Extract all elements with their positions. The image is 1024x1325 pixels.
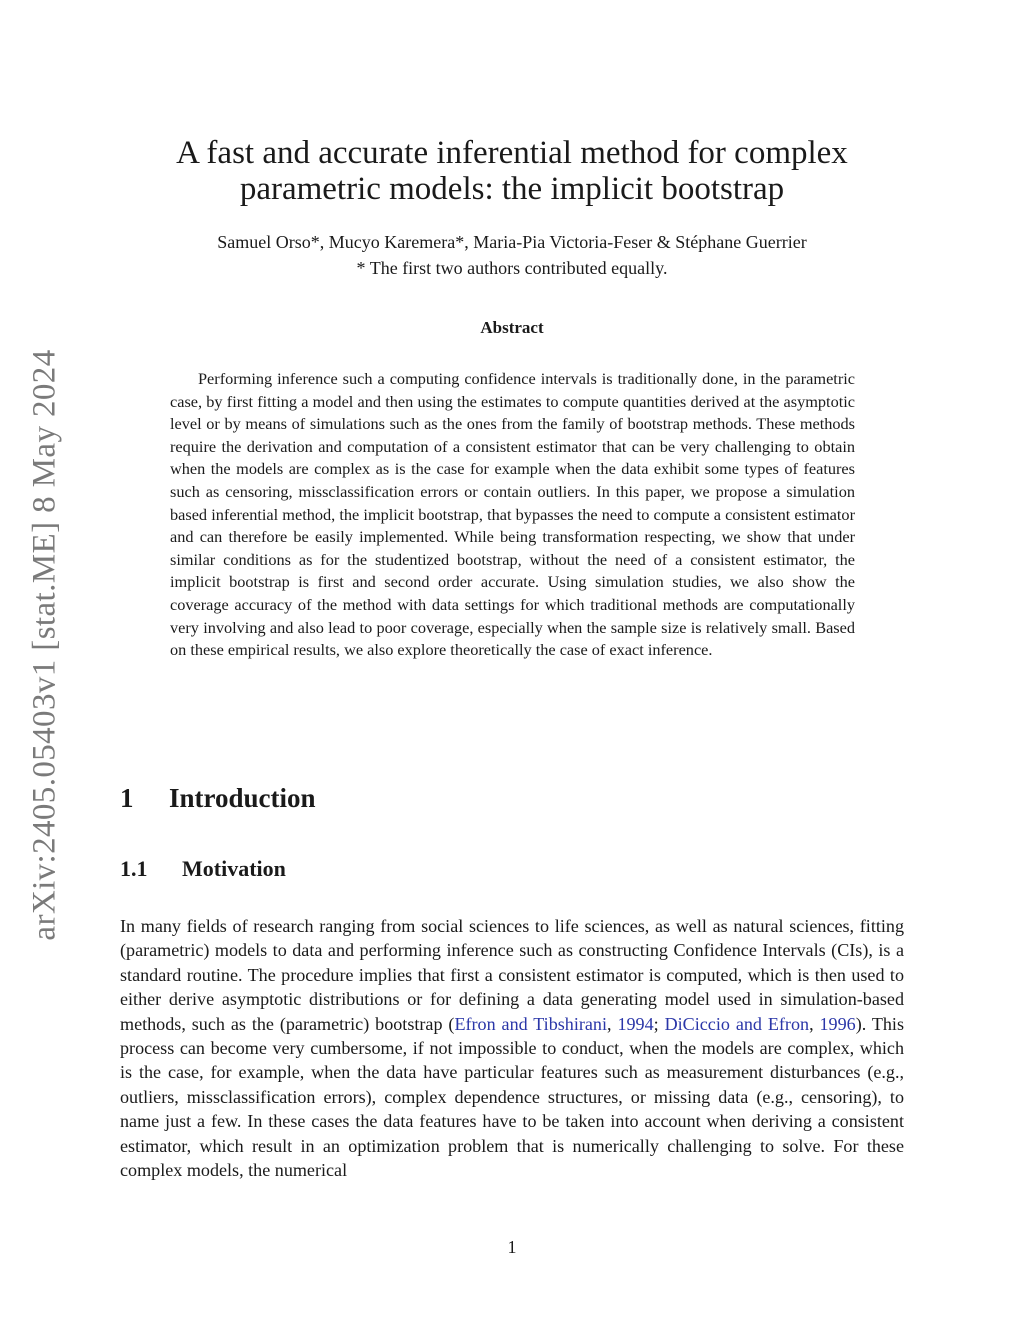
subsection-heading bbox=[120, 856, 286, 882]
arxiv-identifier: arXiv:2405.05403v1 [stat.ME] 8 May 2024 bbox=[26, 349, 63, 941]
citation-separator-2: ; bbox=[653, 1013, 665, 1034]
citation-efron-tibshirani-authors[interactable]: Efron and Tibshirani bbox=[454, 1013, 607, 1034]
section-number: 1 bbox=[120, 783, 134, 813]
citation-separator-1: , bbox=[607, 1013, 618, 1034]
section-heading bbox=[120, 783, 316, 814]
section-title: Introduction bbox=[169, 783, 316, 813]
subsection-title: Motivation bbox=[182, 856, 286, 881]
page-number: 1 bbox=[507, 1237, 517, 1257]
citation-diciccio-efron-year[interactable]: 1996 bbox=[819, 1013, 856, 1034]
citation-efron-tibshirani-year[interactable]: 1994 bbox=[617, 1013, 654, 1034]
author-block bbox=[120, 229, 904, 281]
body-paragraph bbox=[120, 914, 904, 1182]
paper-title bbox=[120, 135, 904, 207]
author-names: Samuel Orso*, Mucyo Karemera*, Maria-Pia Victoria-Feser & Stéphane Guerrier bbox=[217, 232, 807, 252]
body-text-part-2: ). This process can become very cumbersome, if not impossible to conduct, when the models are complex, which is the case, for example, when the data have particular features such as measurement disturbances (e.g., outliers, missclassification errors), complex dependence structures, or missing data (e.g., censoring), to name just a few. In these cases the data features have to be taken into account when deriving a consistent estimator, which result in an optimization problem that is numerically challenging to solve. For these complex models, the numerical bbox=[120, 1013, 904, 1181]
abstract-text: Performing inference such a computing confidence intervals is traditionally done, in the parametric case, by first fitting a model and then using the estimates to compute quantities derived at the asymptotic level or by means of simulations such as the ones from the family of bootstrap methods. These methods require the derivation and computation of a consistent estimator that can be very challenging to obtain when the models are complex as is the case for example when the data exhibit some types of features such as censoring, missclassification errors or contain outliers. In this paper, we propose a simulation based inferential method, the implicit bootstrap, that bypasses the need to compute a consistent estimator and can therefore be easily implemented. While being transformation respecting, we show that under similar conditions as for the studentized bootstrap, without the need of a consistent estimator, the implicit bootstrap is first and second order accurate. Using simulation studies, we also show the coverage accuracy of the method with data settings for which traditional methods are computationally very involving and also lead to poor coverage, especially when the sample size is relatively small. Based on these empirical results, we also explore theoretically the case of exact inference. bbox=[170, 369, 855, 660]
abstract-heading: Abstract bbox=[480, 318, 544, 337]
paper-title-line-1: A fast and accurate inferential method for complex bbox=[176, 135, 848, 172]
subsection-number: 1.1 bbox=[120, 856, 148, 881]
body-text-part-1: In many fields of research ranging from social sciences to life sciences, as well as natural sciences, fitting (parametric) models to data and performing inference such as constructing Confidence Intervals (CIs), is a standard routine. The procedure implies that first a consistent estimator is computed, which is then used to either derive asymptotic distributions or for defining a data generating model used in simulation-based methods, such as the (parametric) bootstrap ( bbox=[120, 916, 904, 1034]
citation-separator-3: , bbox=[809, 1013, 820, 1034]
author-note: * The first two authors contributed equally. bbox=[356, 258, 668, 278]
paper-title-line-2: parametric models: the implicit bootstrap bbox=[239, 171, 785, 208]
citation-diciccio-efron-authors[interactable]: DiCiccio and Efron bbox=[664, 1013, 810, 1034]
arxiv-sidebar bbox=[20, 345, 70, 945]
